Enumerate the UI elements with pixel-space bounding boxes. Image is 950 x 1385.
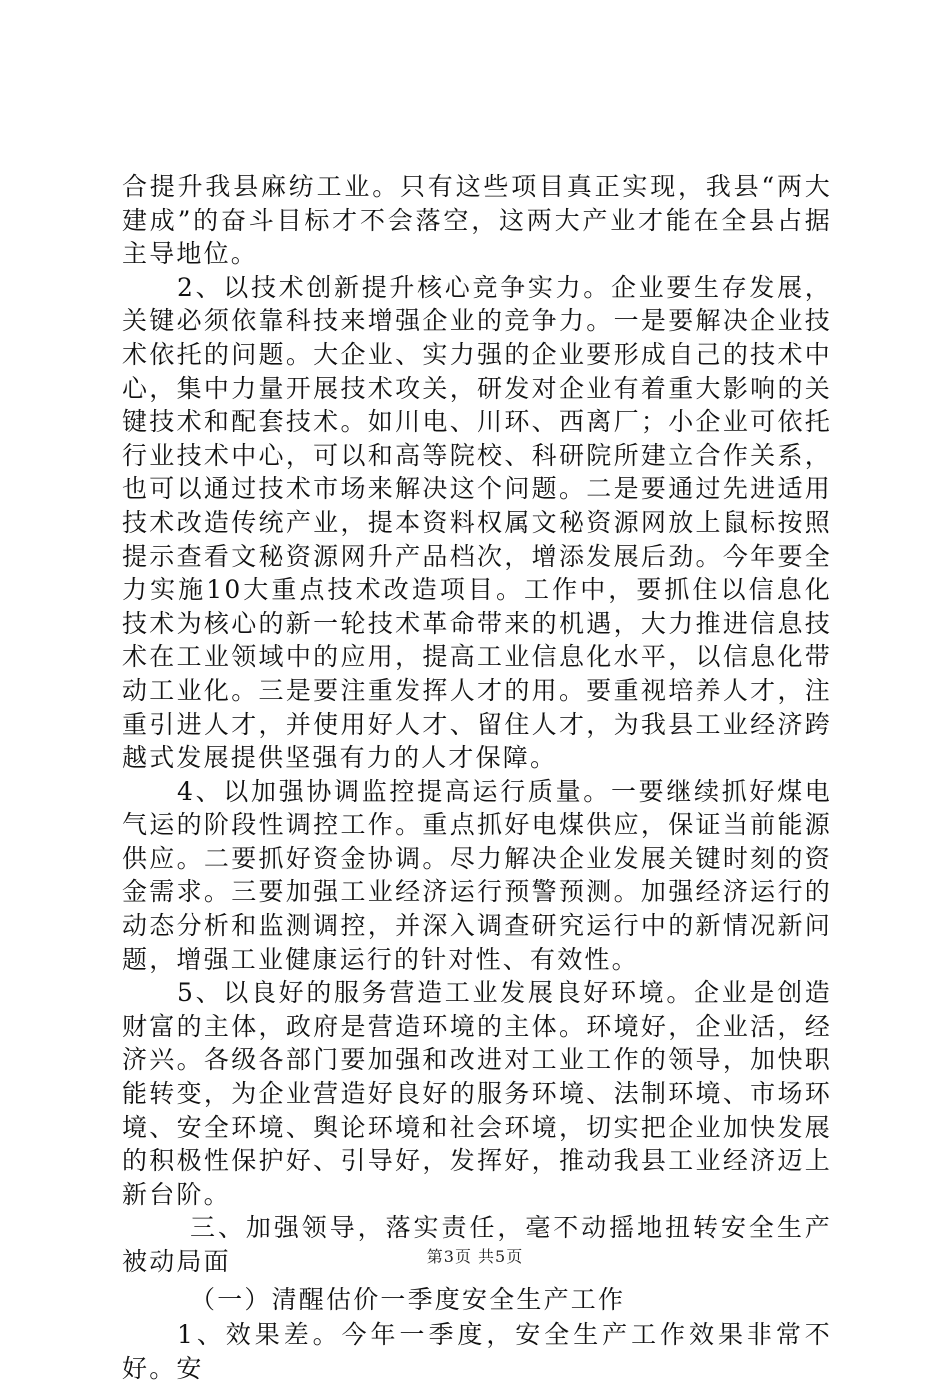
- paragraph-coordination: 4、以加强协调监控提高运行质量。一要继续抓好煤电气运的阶段性调控工作。重点抓好电煤供应，保证当前能源供应。二要抓好资金协调。尽力解决企业发展关键时刻的资金需求。三要加强工业经济运行预警预测。加强经济运行的动态分析和监测调控，并深入调查研究运行中的新情况新问题，增强工业健康运行的针对性、有效性。: [122, 776, 832, 974]
- paragraph-effect-poor: 1、效果差。今年一季度，安全生产工作效果非常不好。安: [122, 1320, 832, 1383]
- paragraph-tech-innovation: 2、以技术创新提升核心竞争实力。企业要生存发展，关键必须依靠科技来增强企业的竞争力。一是要解决企业技术依托的问题。大企业、实力强的企业要形成自己的技术中心，集中力量开展技术攻关，研发对企业有着重大影响的关键技术和配套技术。如川电、川环、西离厂；小企业可依托行业技术中心，可以和高等院校、科研院所建立合作关系，也可以通过技术市场来解决这个问题。二是要通过先进适用技术改造传统产业，提本资料权属文秘资源网放上鼠标按照提示查看文秘资源网升产品档次，增添发展后劲。今年要全力实施10大重点技术改造项目。工作中，要抓住以信息化技术为核心的新一轮技术革命带来的机遇，大力推进信息技术在工业领域中的应用，提高工业信息化水平，以信息化带动工业化。三是要注重发挥人才的用。要重视培养人才，注重引进人才，并使用好人才、留住人才，为我县工业经济跨越式发展提供坚强有力的人才保障。: [122, 272, 832, 773]
- document-body: [122, 170, 832, 1385]
- section-heading: 三、加强领导，落实责任，毫不动摇地扭转安全生产被动局面: [122, 1213, 832, 1276]
- page-footer: 第3页 共5页: [426, 1247, 524, 1266]
- paragraph-continuation: 合提升我县麻纺工业。只有这些项目真正实现，我县“两大建成”的奋斗目标才不会落空，这两大产业才能在全县占据主导地位。: [122, 172, 832, 269]
- sub-heading: （一）清醒估价一季度安全生产工作: [190, 1284, 626, 1314]
- paragraph-service-environment: 5、以良好的服务营造工业发展良好环境。企业是创造财富的主体，政府是营造环境的主体。环境好，企业活，经济兴。各级各部门要加强和改进对工业工作的领导，加快职能转变，为企业营造好良好的服务环境、法制环境、市场环境、安全环境、舆论环境和社会环境，切实把企业加快发展的积极性保护好、引导好，发挥好，推动我县工业经济迈上新台阶。: [122, 978, 832, 1209]
